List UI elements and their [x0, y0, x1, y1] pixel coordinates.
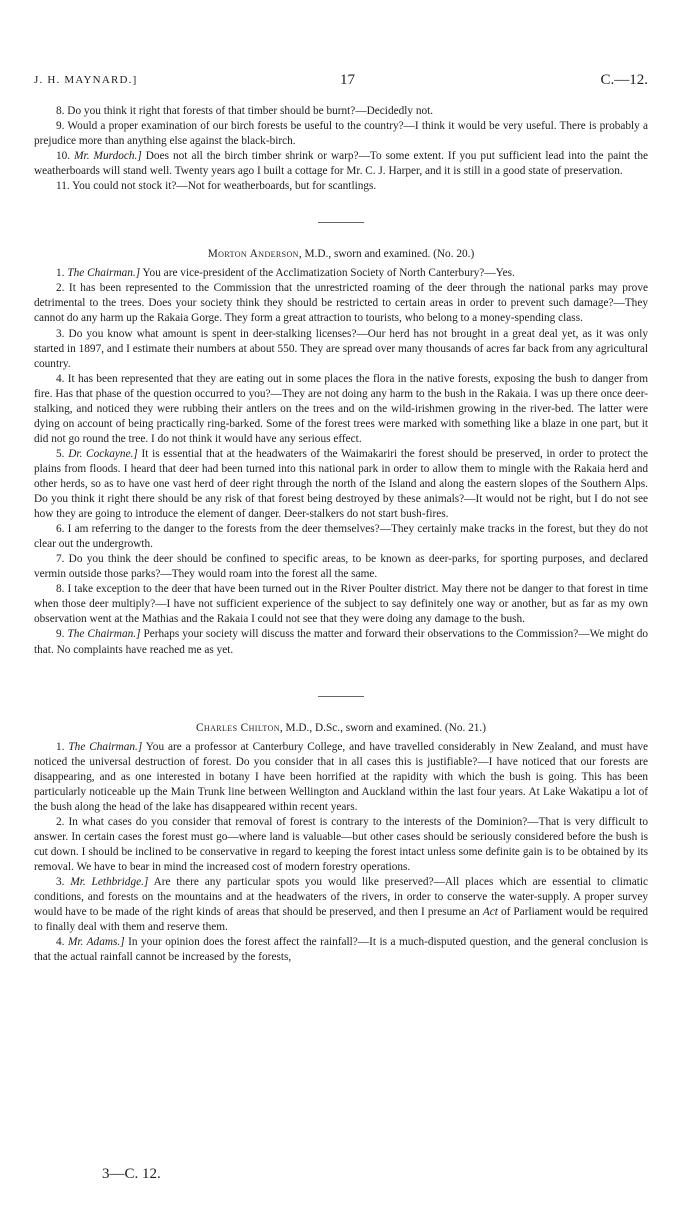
paragraph-number: 1. — [56, 740, 65, 753]
paragraph — [34, 935, 648, 965]
witness-heading — [34, 247, 648, 262]
paragraph-number: 5. — [56, 447, 65, 460]
witness-name: Charles Chilton — [195, 721, 280, 734]
paragraph — [34, 447, 648, 522]
section-divider — [318, 222, 364, 223]
speaker: Dr. Cockayne.] — [68, 447, 138, 460]
paragraph-text: You are vice-president of the Acclimatization Society of North Canterbury?—Yes. — [142, 267, 515, 280]
paragraph-text: In your opinion does the forest affect the rainfall?—It is a much-disputed question, and the general conclusion is that the actual rainfall cannot be increased by the forests, — [34, 936, 649, 964]
paragraph-number: 3. — [56, 876, 65, 889]
paragraph: 6. I am referring to the danger to the forests from the deer themselves?—They certainly make tracks in the forest, but they do not clear out the undergrowth. — [34, 523, 648, 551]
witness-name: Morton Anderson — [207, 248, 299, 261]
paragraph: 8. Do you think it right that forests of that timber should be burnt?—Decidedly not. — [56, 105, 434, 117]
signature-mark: 3—C. 12. — [102, 1166, 161, 1182]
witness-heading — [34, 721, 648, 736]
paragraph: 3. Do you know what amount is spent in deer-stalking licenses?—Our herd has not brought in a great deal yet, as it was only started in 1897, and I estimate their numbers at about 550. They are spread over many thousands of acres far back from any agricultural country. — [34, 327, 648, 370]
paragraph: 2. In what cases do you consider that removal of forest is contrary to the interests of the Dominion?—That is very difficult to answer. In certain cases the forest must go—where land is valuable—but other cases should be seriously considered before the bush is cut down. I should be inclined to be conservative in regard to keeping the forest intact unless some definite gain is to be obtained by its removal. We have to bear in mind the increased cost of modern forestry operations. — [34, 815, 648, 873]
paragraph-number: 9. — [56, 628, 65, 641]
paragraph — [34, 266, 648, 281]
maynard-testimony — [34, 104, 648, 194]
paragraph-number: 4. — [56, 936, 65, 949]
speaker: The Chairman.] — [67, 267, 141, 280]
speaker: The Chairman.] — [68, 740, 143, 753]
running-header — [34, 72, 648, 92]
paragraph-text: Are there any particular spots you would like preserved?—All places which are essential to climatic conditions, and forests on the mountains and at the headwaters of the rivers, in order to conserve the water-supply. A proper survey would have to be made of the right kinds of areas that should be preserved, and then I presume an — [34, 876, 648, 919]
paragraph-text: of Parliament would be required to finally deal with them and reserve them. — [34, 906, 649, 934]
paragraph-number: 10. — [56, 150, 71, 163]
paragraph: 8. I take exception to the deer that have been turned out in the River Poulter district. May there not be danger to that forest in time when those deer multiply?—I have not sufficient experience of the subject to say definitely one way or another, but as far as my own observation went at the Mathias and the Rakaia I could not see that they were doing any damage to the bush. — [34, 583, 648, 626]
witness-credentials: , M.D., D.Sc., sworn and examined. (No. 21.) — [279, 721, 487, 734]
speaker: Mr. Lethbridge.] — [70, 876, 149, 889]
act-term: Act — [482, 906, 498, 919]
paragraph: 2. It has been represented to the Commission that the unrestricted roaming of the deer through the national parks may prove detrimental to the trees. Does your society think they should be restricted to certain areas in order to prevent such damage?—They cannot do any harm up the Rakaia Gorge. They form a great attraction to tourists, who belong to a money-spending class. — [34, 282, 648, 325]
paragraph — [34, 875, 648, 935]
page-number: 17 — [340, 72, 355, 88]
anderson-testimony — [34, 247, 648, 657]
paragraph-text: You are a professor at Canterbury College, and have travelled considerably in New Zealand, and must have noticed the universal destruction of forest. Do you consider that in all cases this is justifiable?—I have noticed that our forests are disappearing, and as one interested in botany I have been horrified at the rapidity with which the bush is going. This has been particularly noticeable up the Main Trunk line between Wellington and Auckland within the last four years. At Lake Wakatipu a lot of the bush along the head of the lake has disappeared within recent years. — [34, 740, 649, 813]
paragraph-number: 1. — [56, 267, 65, 280]
speaker: The Chairman.] — [67, 628, 141, 641]
paragraph — [34, 627, 648, 657]
document-body — [34, 104, 648, 965]
paragraph-text: It is essential that at the headwaters of the Waimakariri the forest should be preserved, in order to protect the plains from floods. I heard that deer had been turned into this national park in order to allow them to mingle with the Rakaia herd and other herds, so as to have one vast herd of deer right through the north of the Island and along the eastern slopes of the Southern Alps. Do you think it right there should be any risk of that forest being destroyed by these animals?—It would not be right, but I do not see how they are going to introduce the element of danger. Deer-stalkers do not start bush-fires. — [34, 447, 648, 521]
paragraph — [34, 740, 648, 815]
paragraph-text: Does not all the birch timber shrink or warp?—To some extent. If you put sufficient lead into the paint the weatherboards will stand well. Twenty years ago I built a cottage for Mr. C. J. Harper, and it is still in a good state of preservation. — [34, 150, 648, 178]
speaker: Mr. Adams.] — [67, 936, 125, 949]
paragraph: 4. It has been represented that they are eating out in some places the flora in the native forests, exposing the bush to danger from fire. Has that phase of the question occurred to you?—They are not doing any harm to the bush in the Rakaia. I was up there once deer-stalking, and noticed they were rubbing their antlers on the trees and on the wild-irishmen growing in the river-bed. The latter were dying on account of being practically ring-barked. Some of the forest trees were marked with something like a blaze in one part, but it did not go round the tree. I do not think it would have any serious effect. — [34, 372, 648, 445]
paragraph-text: Perhaps your society will discuss the matter and forward their observations to the Commission?—We might do that. No complaints have reached me as yet. — [34, 628, 649, 656]
speaker: Mr. Murdoch.] — [74, 150, 142, 163]
chilton-testimony — [34, 721, 648, 966]
paragraph — [34, 149, 648, 179]
paragraph: 9. Would a proper examination of our birch forests be useful to the country?—I think it would be very useful. There is probably a prejudice more than anything else against the black-birch. — [34, 120, 648, 148]
section-divider — [318, 696, 364, 697]
paragraph: 11. You could not stock it?—Not for weatherboards, but for scantlings. — [56, 180, 377, 193]
witness-credentials: , M.D., sworn and examined. (No. 20.) — [298, 248, 475, 261]
paragraph: 7. Do you think the deer should be confined to specific areas, to be known as deer-parks, for sporting purposes, and declared vermin outside those parks?—They would roam into the forest all the same. — [34, 553, 648, 581]
document-reference: C.—12. — [600, 72, 648, 88]
header-witness-name: J. H. MAYNARD.] — [34, 74, 138, 86]
